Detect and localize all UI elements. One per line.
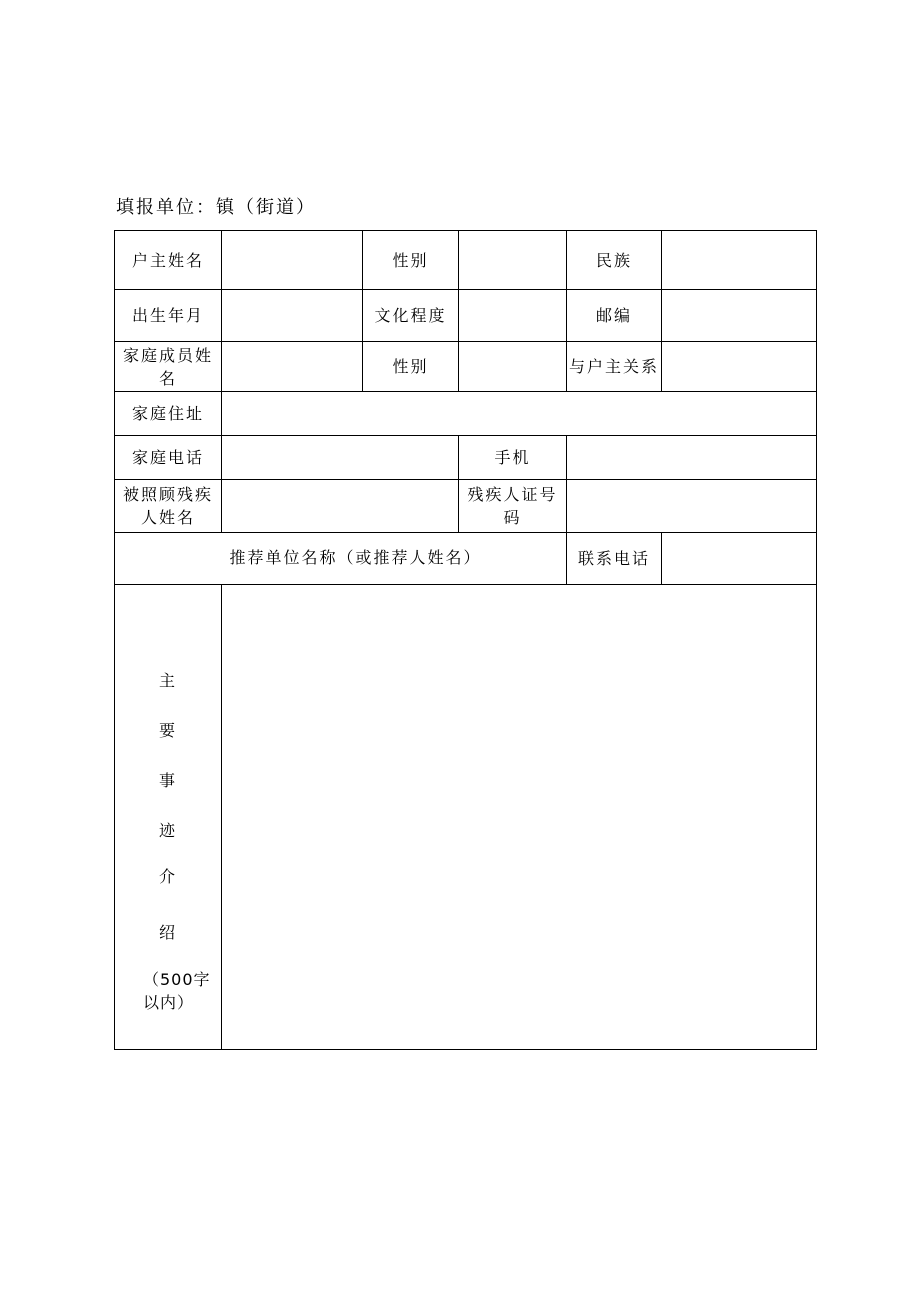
address-label: 家庭住址 [115, 392, 222, 436]
disabled-name-field[interactable] [222, 480, 459, 533]
row-deeds [115, 585, 817, 1050]
mobile-field[interactable] [567, 436, 817, 480]
postcode-label: 邮编 [567, 290, 662, 342]
relation-label: 与户主关系 [567, 342, 662, 392]
householder-name-label: 户主姓名 [115, 231, 222, 290]
deeds-word-limit: （500字以内） [143, 970, 211, 1012]
home-phone-label: 家庭电话 [115, 436, 222, 480]
row-householder [115, 231, 817, 290]
member-gender-label: 性别 [363, 342, 459, 392]
deeds-label-cell [115, 585, 222, 1050]
deeds-label-char: 绍 [158, 923, 177, 942]
deeds-description-field[interactable] [222, 585, 817, 1050]
member-name-label: 家庭成员姓名 [115, 342, 222, 392]
row-phone [115, 436, 817, 480]
reporting-unit-line [116, 193, 316, 219]
row-recommender [115, 533, 817, 585]
deeds-label-char: 事 [158, 771, 177, 790]
deeds-label-char: 介 [158, 867, 177, 886]
disability-cert-label: 残疾人证号码 [459, 480, 567, 533]
birth-label: 出生年月 [115, 290, 222, 342]
address-field[interactable] [222, 392, 817, 436]
gender-label: 性别 [363, 231, 459, 290]
deeds-label-char: 迹 [158, 821, 177, 840]
householder-name-field[interactable] [222, 231, 363, 290]
home-phone-field[interactable] [222, 436, 459, 480]
application-form-table [114, 230, 817, 1050]
row-family-member [115, 342, 817, 392]
ethnicity-label: 民族 [567, 231, 662, 290]
recommender-cell[interactable] [115, 533, 567, 585]
contact-phone-label: 联系电话 [567, 533, 662, 585]
birth-field[interactable] [222, 290, 363, 342]
disability-cert-field[interactable] [567, 480, 817, 533]
row-disabled-person [115, 480, 817, 533]
postcode-field[interactable] [662, 290, 817, 342]
row-address [115, 392, 817, 436]
relation-field[interactable] [662, 342, 817, 392]
deeds-label-char: 主 [158, 671, 177, 690]
gender-field[interactable] [459, 231, 567, 290]
reporting-unit-label: 填报单位： [116, 197, 216, 218]
disabled-name-label: 被照顾残疾人姓名 [115, 480, 222, 533]
recommender-label: 推荐单位名称（或推荐人姓名） [229, 548, 482, 567]
reporting-unit-town: 镇（街道） [216, 197, 316, 218]
member-name-field[interactable] [222, 342, 363, 392]
education-field[interactable] [459, 290, 567, 342]
ethnicity-field[interactable] [662, 231, 817, 290]
member-gender-field[interactable] [459, 342, 567, 392]
row-birth [115, 290, 817, 342]
deeds-label-char: 要 [158, 721, 177, 740]
deeds-label-vertical [115, 620, 221, 1014]
contact-phone-field[interactable] [662, 533, 817, 585]
mobile-label: 手机 [459, 436, 567, 480]
education-label: 文化程度 [363, 290, 459, 342]
